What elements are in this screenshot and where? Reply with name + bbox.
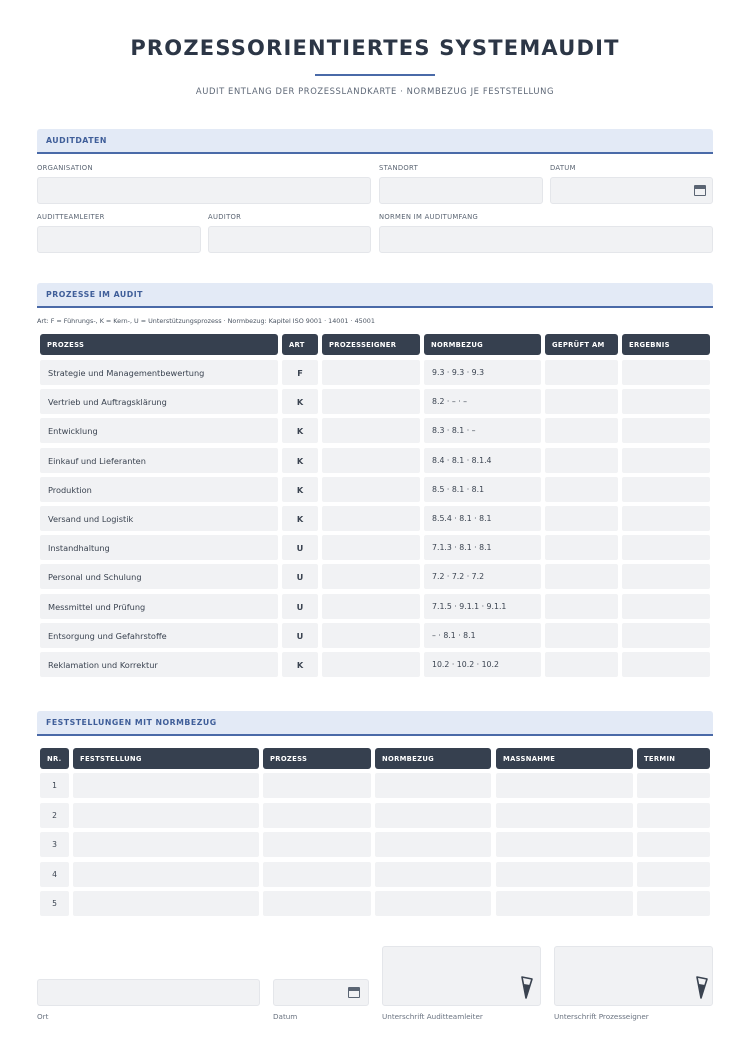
nr-cell: 2 bbox=[40, 803, 69, 828]
art-cell: K bbox=[282, 652, 318, 677]
column-header-feststellung: FESTSTELLUNG bbox=[73, 748, 259, 769]
art-cell: F bbox=[282, 360, 318, 385]
normbezug-cell: 8.2 · – · – bbox=[424, 389, 541, 414]
prozesseigner-cell[interactable] bbox=[322, 564, 420, 589]
normbezug-cell[interactable] bbox=[375, 803, 491, 828]
prozess-cell: Entwicklung bbox=[40, 418, 278, 443]
massnahme-cell[interactable] bbox=[496, 862, 633, 887]
ergebnis-cell[interactable] bbox=[622, 360, 710, 385]
signature-prozesseigner-label: Unterschrift Prozesseigner bbox=[554, 1012, 649, 1021]
auditteamleiter-field[interactable] bbox=[37, 226, 201, 253]
art-cell: K bbox=[282, 448, 318, 473]
geprueft-am-cell[interactable] bbox=[545, 506, 618, 531]
column-header-prozess: PROZESS bbox=[263, 748, 371, 769]
page-title: PROZESSORIENTIERTES SYSTEMAUDIT bbox=[130, 36, 620, 60]
nr-cell: 3 bbox=[40, 832, 69, 857]
art-cell: U bbox=[282, 623, 318, 648]
art-cell: K bbox=[282, 418, 318, 443]
geprueft-am-cell[interactable] bbox=[545, 564, 618, 589]
nr-cell: 1 bbox=[40, 773, 69, 798]
geprueft-am-cell[interactable] bbox=[545, 623, 618, 648]
prozess-cell[interactable] bbox=[263, 891, 371, 916]
normbezug-cell: 7.2 · 7.2 · 7.2 bbox=[424, 564, 541, 589]
section-title: AUDITDATEN bbox=[46, 136, 107, 145]
section-title: FESTSTELLUNGEN MIT NORMBEZUG bbox=[46, 718, 217, 727]
auditteamleiter-label: AUDITTEAMLEITER bbox=[37, 213, 105, 221]
prozess-cell: Reklamation und Korrektur bbox=[40, 652, 278, 677]
ergebnis-cell[interactable] bbox=[622, 477, 710, 502]
geprueft-am-cell[interactable] bbox=[545, 360, 618, 385]
nr-cell: 5 bbox=[40, 891, 69, 916]
prozess-cell: Strategie und Managementbewertung bbox=[40, 360, 278, 385]
ergebnis-cell[interactable] bbox=[622, 652, 710, 677]
signature-auditteamleiter-label: Unterschrift Auditteamleiter bbox=[382, 1012, 483, 1021]
prozess-cell: Instandhaltung bbox=[40, 535, 278, 560]
normbezug-cell: 7.1.5 · 9.1.1 · 9.1.1 bbox=[424, 594, 541, 619]
signature-auditteamleiter-box[interactable] bbox=[382, 946, 541, 1006]
normbezug-cell: 7.1.3 · 8.1 · 8.1 bbox=[424, 535, 541, 560]
normen-field[interactable] bbox=[379, 226, 713, 253]
ergebnis-cell[interactable] bbox=[622, 623, 710, 648]
column-header-termin: TERMIN bbox=[637, 748, 710, 769]
normbezug-cell: 10.2 · 10.2 · 10.2 bbox=[424, 652, 541, 677]
pen-icon bbox=[694, 975, 710, 1001]
normbezug-cell: 8.5 · 8.1 · 8.1 bbox=[424, 477, 541, 502]
normbezug-cell: 8.4 · 8.1 · 8.1.4 bbox=[424, 448, 541, 473]
ergebnis-cell[interactable] bbox=[622, 564, 710, 589]
column-header-normbezug: NORMBEZUG bbox=[424, 334, 541, 355]
section-auditdaten bbox=[37, 129, 713, 154]
column-header-normbezug: NORMBEZUG bbox=[375, 748, 491, 769]
auditor-field[interactable] bbox=[208, 226, 371, 253]
calendar-icon[interactable] bbox=[348, 987, 360, 998]
column-header-ergebnis: ERGEBNIS bbox=[622, 334, 710, 355]
normbezug-cell[interactable] bbox=[375, 832, 491, 857]
prozess-cell[interactable] bbox=[263, 803, 371, 828]
column-header-nr: NR. bbox=[40, 748, 69, 769]
prozesseigner-cell[interactable] bbox=[322, 594, 420, 619]
section-prozesse bbox=[37, 283, 713, 308]
datum-label: DATUM bbox=[550, 164, 576, 172]
ergebnis-cell[interactable] bbox=[622, 506, 710, 531]
prozesseigner-cell[interactable] bbox=[322, 535, 420, 560]
prozess-cell: Vertrieb und Auftragsklärung bbox=[40, 389, 278, 414]
organisation-label: ORGANISATION bbox=[37, 164, 93, 172]
section-title: PROZESSE IM AUDIT bbox=[46, 290, 143, 299]
prozess-cell[interactable] bbox=[263, 832, 371, 857]
ergebnis-cell[interactable] bbox=[622, 535, 710, 560]
geprueft-am-cell[interactable] bbox=[545, 448, 618, 473]
signature-prozesseigner-box[interactable] bbox=[554, 946, 713, 1006]
termin-cell[interactable] bbox=[637, 773, 710, 798]
normbezug-cell: – · 8.1 · 8.1 bbox=[424, 623, 541, 648]
column-header-art: ART bbox=[282, 334, 318, 355]
footer-datum-label: Datum bbox=[273, 1012, 298, 1021]
legend-text: Art: F = Führungs-, K = Kern-, U = Unterstützungsprozess · Normbezug: Kapitel ISO 9001 · 14001 · 45001 bbox=[37, 317, 375, 325]
title-underline bbox=[315, 74, 435, 76]
prozesseigner-cell[interactable] bbox=[322, 652, 420, 677]
ort-field[interactable] bbox=[37, 979, 260, 1006]
prozesseigner-cell[interactable] bbox=[322, 477, 420, 502]
ergebnis-cell[interactable] bbox=[622, 448, 710, 473]
geprueft-am-cell[interactable] bbox=[545, 652, 618, 677]
prozesseigner-cell[interactable] bbox=[322, 418, 420, 443]
prozess-cell[interactable] bbox=[263, 862, 371, 887]
prozess-cell: Messmittel und Prüfung bbox=[40, 594, 278, 619]
massnahme-cell[interactable] bbox=[496, 773, 633, 798]
prozess-cell: Versand und Logistik bbox=[40, 506, 278, 531]
normbezug-cell[interactable] bbox=[375, 773, 491, 798]
normbezug-cell: 8.3 · 8.1 · – bbox=[424, 418, 541, 443]
section-feststellungen bbox=[37, 711, 713, 736]
pen-icon bbox=[519, 975, 535, 1001]
feststellung-cell[interactable] bbox=[73, 832, 259, 857]
massnahme-cell[interactable] bbox=[496, 803, 633, 828]
feststellung-cell[interactable] bbox=[73, 891, 259, 916]
massnahme-cell[interactable] bbox=[496, 891, 633, 916]
page-subtitle: AUDIT ENTLANG DER PROZESSLANDKARTE · NORMBEZUG JE FESTSTELLUNG bbox=[195, 86, 555, 96]
column-header-massnahme: MASSNAHME bbox=[496, 748, 633, 769]
art-cell: K bbox=[282, 506, 318, 531]
standort-label: STANDORT bbox=[379, 164, 419, 172]
normbezug-cell[interactable] bbox=[375, 862, 491, 887]
ergebnis-cell[interactable] bbox=[622, 389, 710, 414]
footer-datum-field[interactable] bbox=[273, 979, 369, 1006]
normbezug-cell[interactable] bbox=[375, 891, 491, 916]
ort-label: Ort bbox=[37, 1012, 49, 1021]
column-header-geprueft-am: GEPRÜFT AM bbox=[545, 334, 618, 355]
column-header-prozess: PROZESS bbox=[40, 334, 278, 355]
normen-label: NORMEN IM AUDITUMFANG bbox=[379, 213, 479, 221]
ergebnis-cell[interactable] bbox=[622, 418, 710, 443]
prozesseigner-cell[interactable] bbox=[322, 623, 420, 648]
geprueft-am-cell[interactable] bbox=[545, 389, 618, 414]
nr-cell: 4 bbox=[40, 862, 69, 887]
normbezug-cell: 8.5.4 · 8.1 · 8.1 bbox=[424, 506, 541, 531]
geprueft-am-cell[interactable] bbox=[545, 594, 618, 619]
art-cell: K bbox=[282, 389, 318, 414]
prozesseigner-cell[interactable] bbox=[322, 389, 420, 414]
feststellung-cell[interactable] bbox=[73, 803, 259, 828]
prozesseigner-cell[interactable] bbox=[322, 506, 420, 531]
geprueft-am-cell[interactable] bbox=[545, 535, 618, 560]
termin-cell[interactable] bbox=[637, 891, 710, 916]
prozesseigner-cell[interactable] bbox=[322, 360, 420, 385]
geprueft-am-cell[interactable] bbox=[545, 418, 618, 443]
prozess-cell: Einkauf und Lieferanten bbox=[40, 448, 278, 473]
feststellung-cell[interactable] bbox=[73, 862, 259, 887]
column-header-prozesseigner: PROZESSEIGNER bbox=[322, 334, 420, 355]
termin-cell[interactable] bbox=[637, 832, 710, 857]
auditor-label: AUDITOR bbox=[208, 213, 242, 221]
prozess-cell: Personal und Schulung bbox=[40, 564, 278, 589]
normbezug-cell: 9.3 · 9.3 · 9.3 bbox=[424, 360, 541, 385]
datum-field[interactable] bbox=[550, 177, 713, 204]
prozesseigner-cell[interactable] bbox=[322, 448, 420, 473]
prozess-cell[interactable] bbox=[263, 773, 371, 798]
geprueft-am-cell[interactable] bbox=[545, 477, 618, 502]
organisation-field[interactable] bbox=[37, 177, 371, 204]
ergebnis-cell[interactable] bbox=[622, 594, 710, 619]
calendar-icon[interactable] bbox=[694, 185, 706, 196]
art-cell: U bbox=[282, 535, 318, 560]
art-cell: U bbox=[282, 564, 318, 589]
prozess-cell: Entsorgung und Gefahrstoffe bbox=[40, 623, 278, 648]
art-cell: U bbox=[282, 594, 318, 619]
termin-cell[interactable] bbox=[637, 862, 710, 887]
standort-field[interactable] bbox=[379, 177, 543, 204]
prozess-cell: Produktion bbox=[40, 477, 278, 502]
feststellung-cell[interactable] bbox=[73, 773, 259, 798]
massnahme-cell[interactable] bbox=[496, 832, 633, 857]
termin-cell[interactable] bbox=[637, 803, 710, 828]
art-cell: K bbox=[282, 477, 318, 502]
